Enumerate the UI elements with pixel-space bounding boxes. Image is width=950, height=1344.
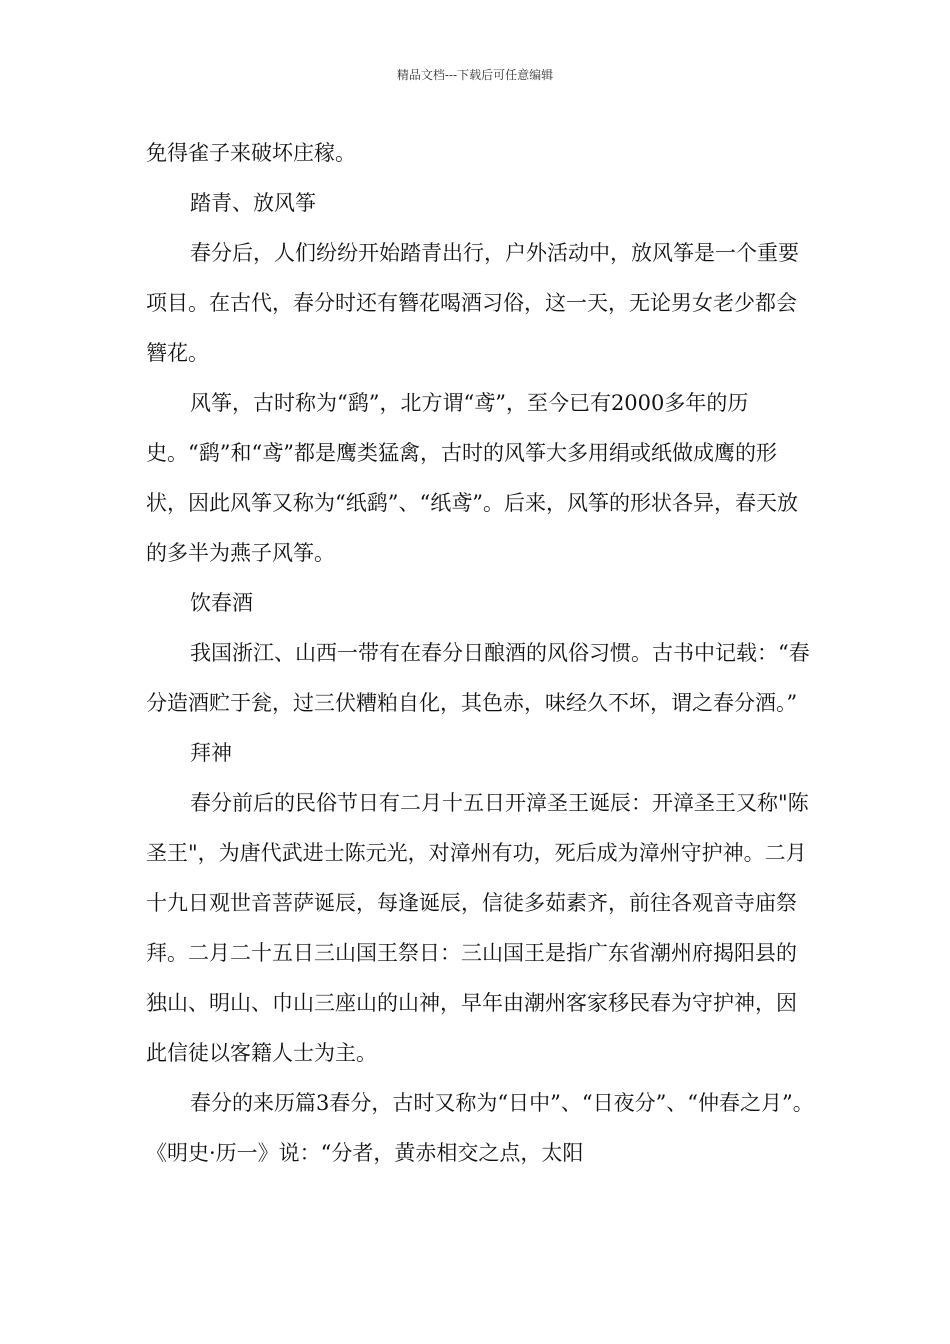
document-body bbox=[146, 128, 816, 1178]
paragraph-worship: 春分前后的民俗节日有二月十五日开漳圣王诞辰：开漳圣王又称"陈圣王"，为唐代武进士陈元光，对漳州有功，死后成为漳州守护神。二月十九日观世音菩萨诞辰，每逢诞辰，信徒多茹素齐，前往各观音寺庙祭拜。二月二十五日三山国王祭日：三山国王是指广东省潮州府揭阳县的独山、明山、巾山三座山的山神，早年由潮州客家移民春为守护神，因此信徒以客籍人士为主。 bbox=[146, 791, 809, 1065]
section-heading-spring-wine: 饮春酒 bbox=[190, 591, 253, 615]
section-heading-outing-kite: 踏青、放风筝 bbox=[190, 191, 316, 215]
section-heading-worship: 拜神 bbox=[190, 741, 232, 765]
paragraph-origin: 春分的来历篇3春分，古时又称为“日中”、“日夜分”、“仲春之月”。《明史·历一》说：“分者，黄赤相交之点，太阳 bbox=[146, 1091, 814, 1165]
page-header: 精品文档---下载后可任意编辑 bbox=[396, 68, 554, 82]
paragraph-continuation: 免得雀子来破坏庄稼。 bbox=[146, 141, 356, 165]
paragraph-kite-history: 风筝，古时称为“鹞”，北方谓“鸢”，至今已有2000多年的历史。“鹞”和“鸢”都是鹰类猛禽，古时的风筝大多用绢或纸做成鹰的形状，因此风筝又称为“纸鹞”、“纸鸢”。后来，风筝的形状各异，春天放的多半为燕子风筝。 bbox=[146, 391, 798, 565]
paragraph-outing: 春分后，人们纷纷开始踏青出行，户外活动中，放风筝是一个重要项目。在古代，春分时还有簪花喝酒习俗，这一天，无论男女老少都会簪花。 bbox=[146, 241, 799, 365]
paragraph-spring-wine: 我国浙江、山西一带有在春分日酿酒的风俗习惯。古书中记载：“春分造酒贮于瓮，过三伏糟粕自化，其色赤，味经久不坏，谓之春分酒。” bbox=[146, 641, 810, 715]
